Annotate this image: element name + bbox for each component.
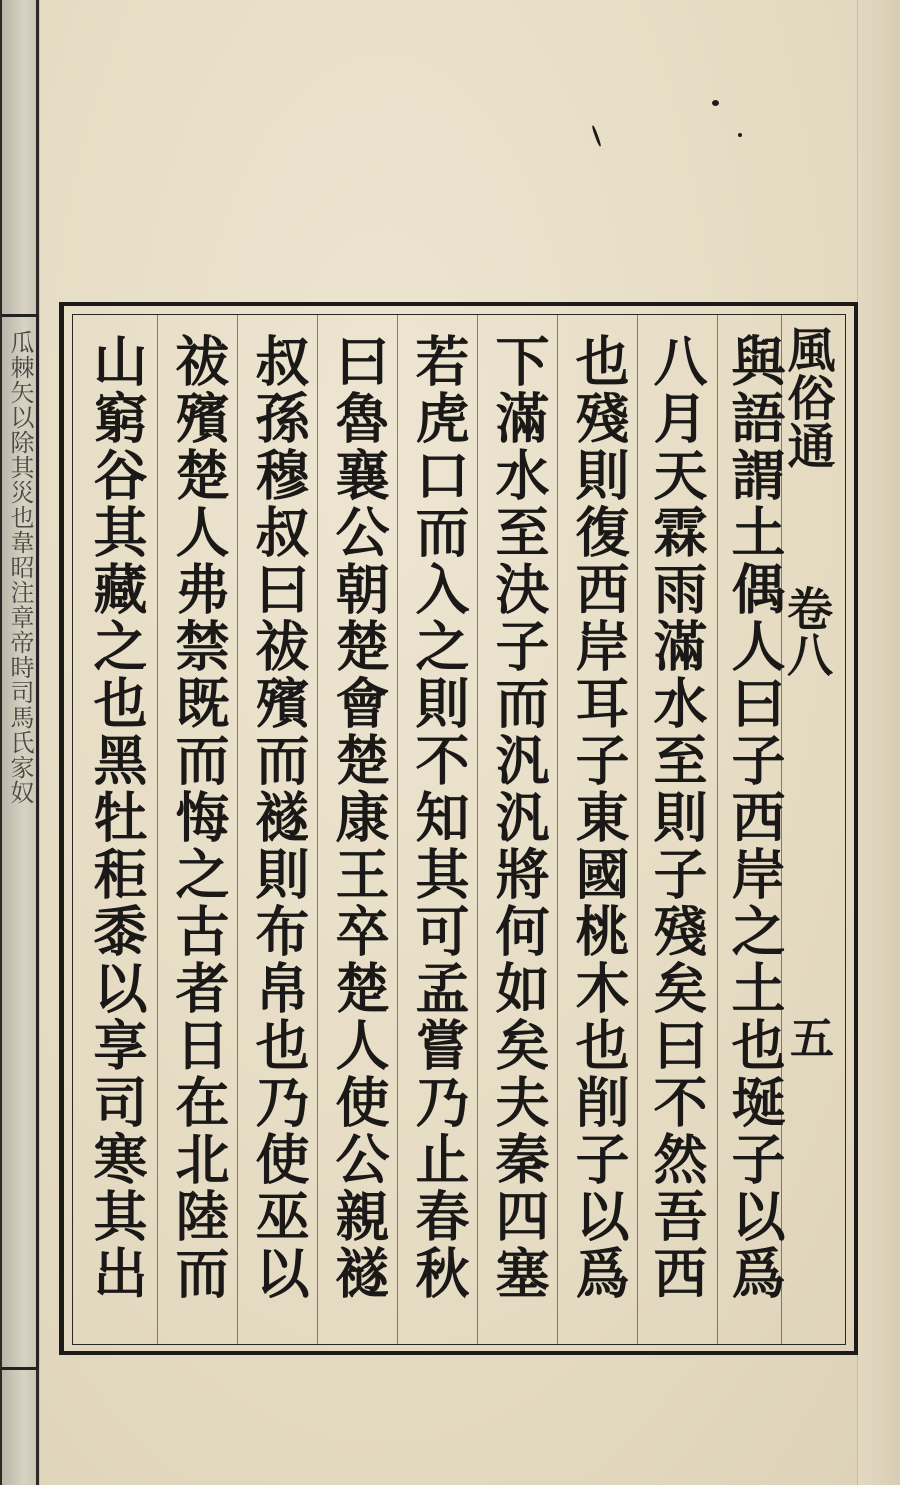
page-right-margin	[857, 0, 900, 1485]
paper-fleck	[712, 100, 719, 106]
column-rule	[237, 315, 238, 1344]
text-column-1: 與語謂土偶人曰子西岸之土也埏子以爲	[723, 333, 787, 1302]
text-column-6: 曰魯襄公朝楚會楚康王卒楚人使公親襚	[327, 333, 391, 1302]
column-rule	[557, 315, 558, 1344]
column-rule	[157, 315, 158, 1344]
paper-fleck	[591, 125, 601, 147]
column-rule	[637, 315, 638, 1344]
printed-frame-inner	[72, 314, 846, 1345]
book-page	[40, 0, 900, 1485]
column-rule	[397, 315, 398, 1344]
column-rule	[317, 315, 318, 1344]
folio-number: 五	[782, 1015, 833, 1059]
text-column-2: 八月天霖雨滿水至則子殘矣曰不然吾西	[645, 333, 709, 1302]
text-column-8: 祓殯楚人弗禁既而悔之古者日在北陸而	[167, 333, 231, 1302]
paper-fleck	[738, 133, 742, 137]
juan-label: 卷八	[780, 585, 834, 677]
text-column-3: 也殘則復西岸耳子東國桃木也削子以爲	[567, 333, 631, 1302]
column-rule	[717, 315, 718, 1344]
previous-page-text: 瓜棘矢以除其災也韋昭注章帝時司馬氏家奴	[6, 330, 34, 805]
column-rule	[477, 315, 478, 1344]
text-column-9: 山窮谷其藏之也黑牡秬黍以享司寒其出	[85, 333, 149, 1302]
binding-gutter	[0, 0, 40, 1485]
text-column-7: 叔孫穆叔曰祓殯而襚則布帛也乃使巫以	[247, 333, 311, 1302]
text-column-5: 若虎口而入之則不知其可孟嘗乃止春秋	[407, 333, 471, 1302]
printed-frame	[59, 302, 858, 1355]
text-column-4: 下滿水至決子而汎汎將何如矣夫秦四塞	[487, 333, 551, 1302]
block-heart-column	[777, 325, 837, 1340]
book-title: 風俗通	[779, 325, 835, 469]
